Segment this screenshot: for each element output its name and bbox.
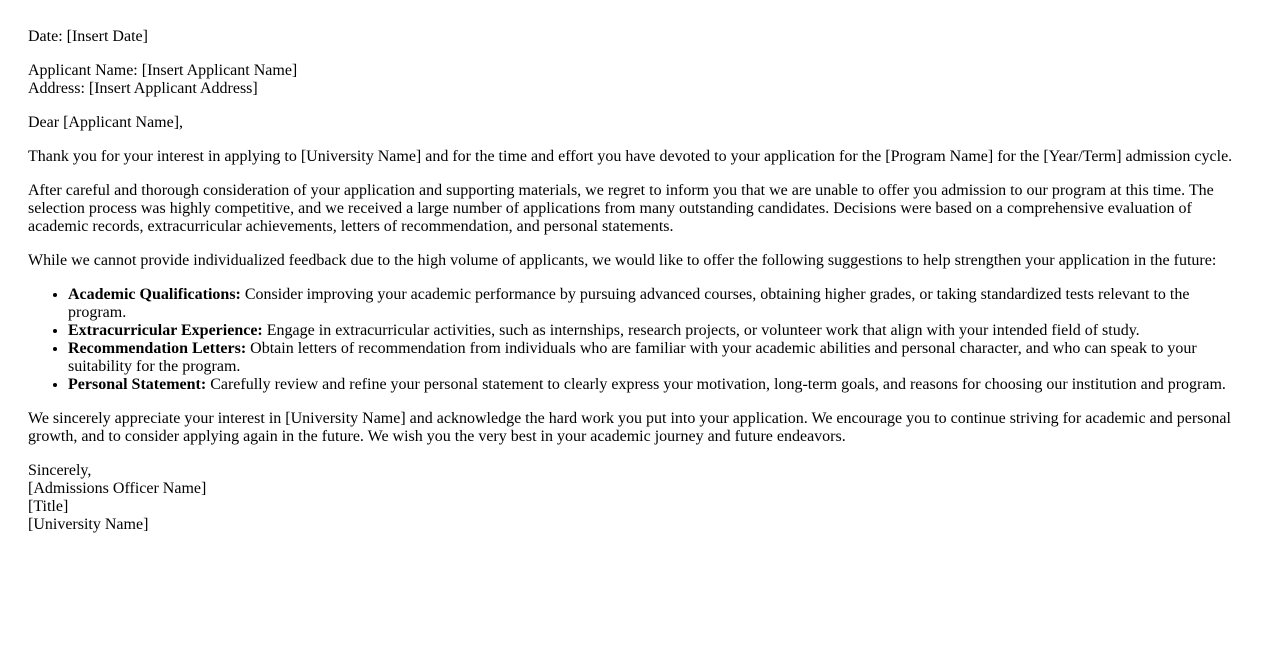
suggestion-text: Carefully review and refine your personal statement to clearly express your motivation, long-term goals, and reasons for choosing our institution and program.	[206, 376, 1226, 393]
suggestion-text: Consider improving your academic performance by pursuing advanced courses, obtaining higher grades, or taking standardized tests relevant to the program.	[68, 286, 1190, 321]
suggestion-title: Personal Statement:	[68, 376, 207, 393]
intro-paragraph: Thank you for your interest in applying to [University Name] and for the time and effort you have devoted to your application for the [Program Name] for the [Year/Term] admission cycle.	[28, 148, 1233, 165]
suggestions-intro-paragraph: While we cannot provide individualized feedback due to the high volume of applicants, we would like to offer the following suggestions to help strengthen your application in the future:	[28, 252, 1217, 269]
applicant-info	[28, 62, 1246, 98]
suggestion-item	[68, 322, 1246, 340]
suggestion-title: Recommendation Letters:	[68, 340, 247, 357]
suggestions-list	[28, 286, 1246, 394]
suggestion-item	[68, 340, 1246, 376]
suggestion-item	[68, 286, 1246, 322]
officer-title: [Title]	[28, 498, 69, 515]
signature-block	[28, 462, 1246, 534]
officer-name: [Admissions Officer Name]	[28, 480, 207, 497]
sign-off: Sincerely,	[28, 462, 92, 479]
rejection-letter	[28, 28, 1246, 550]
closing-paragraph: We sincerely appreciate your interest in [University Name] and acknowledge the hard work you put into your application. We encourage you to continue striving for academic and personal growth, and to consider applying again in the future. We wish you the very best in your academic journey and future endeavors.	[28, 410, 1231, 445]
suggestion-text: Engage in extracurricular activities, such as internships, research projects, or volunteer work that align with your intended field of study.	[262, 322, 1140, 339]
university-name: [University Name]	[28, 516, 149, 533]
suggestion-text: Obtain letters of recommendation from individuals who are familiar with your academic abilities and personal character, and who can speak to your suitability for the program.	[68, 340, 1197, 375]
letter-date: Date: [Insert Date]	[28, 28, 148, 45]
applicant-address: Address: [Insert Applicant Address]	[28, 80, 258, 97]
suggestion-title: Extracurricular Experience:	[68, 322, 263, 339]
suggestion-title: Academic Qualifications:	[68, 286, 241, 303]
applicant-name: Applicant Name: [Insert Applicant Name]	[28, 62, 298, 79]
decision-paragraph: After careful and thorough consideration of your application and supporting materials, we regret to inform you that we are unable to offer you admission to our program at this time. The selection process was highly competitive, and we received a large number of applications from many outstanding candidates. Decisions were based on a comprehensive evaluation of academic records, extracurricular achievements, letters of recommendation, and personal statements.	[28, 182, 1214, 235]
salutation: Dear [Applicant Name],	[28, 114, 184, 131]
suggestion-item	[68, 376, 1246, 394]
